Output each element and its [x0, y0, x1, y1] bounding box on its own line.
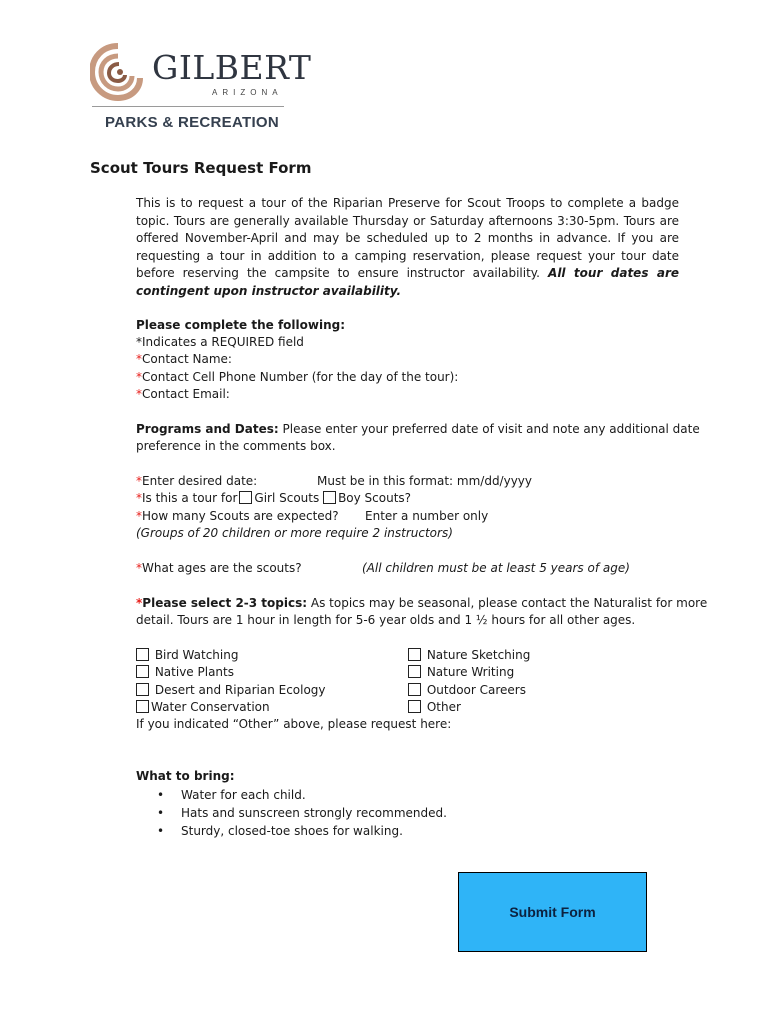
required-asterisk: * — [136, 352, 142, 366]
topic-checkbox[interactable] — [408, 683, 421, 696]
required-asterisk: * — [136, 509, 142, 523]
topic-label: Nature Writing — [426, 665, 515, 679]
brand-name: GILBERT — [152, 48, 312, 87]
contact-name-label: Contact Name: — [142, 352, 232, 366]
list-item: • Hats and sunscreen strongly recommended. — [136, 804, 447, 822]
date-label: Enter desired date: — [142, 474, 258, 488]
required-note: *Indicates a REQUIRED field — [136, 335, 304, 349]
topic-checkbox[interactable] — [136, 665, 149, 678]
topics-text-1: As topics may be seasonal, please contact the Naturalist for more — [310, 596, 708, 610]
topic-label: Nature Sketching — [426, 648, 531, 662]
topic-label: Water Conservation — [151, 700, 270, 714]
topic-checkbox[interactable] — [136, 700, 149, 713]
topics-text-2: detail. Tours are 1 hour in length for 5-6 year olds and 1 ½ hours for all other ages. — [136, 613, 636, 627]
programs-text-1: Please enter your preferred date of visit and note any additional date — [282, 422, 700, 436]
programs-row — [136, 422, 700, 436]
topic-label: Native Plants — [154, 665, 234, 679]
ages-label: What ages are the scouts? — [142, 561, 302, 575]
topic-checkbox[interactable] — [136, 648, 149, 661]
topics-heading: Please select 2-3 topics: — [142, 596, 308, 610]
contact-phone-label: Contact Cell Phone Number (for the day of the tour): — [142, 370, 459, 384]
topic-other[interactable] — [408, 700, 461, 714]
form-title: Scout Tours Request Form — [90, 159, 312, 177]
ages-row[interactable] — [136, 561, 302, 575]
topic-desert-riparian-ecology[interactable] — [136, 683, 326, 697]
date-format-hint: Must be in this format: mm/dd/yyyy — [317, 474, 533, 488]
other-request-label[interactable]: If you indicated “Other” above, please request here: — [136, 717, 452, 731]
date-row[interactable] — [136, 474, 257, 488]
topic-checkbox[interactable] — [136, 683, 149, 696]
bring-heading: What to bring: — [136, 769, 235, 783]
required-asterisk: * — [136, 387, 142, 401]
topic-water-conservation[interactable] — [136, 700, 270, 714]
boy-scouts-checkbox[interactable] — [323, 491, 336, 504]
topic-bird-watching[interactable] — [136, 648, 238, 662]
required-asterisk: * — [136, 370, 142, 384]
intro-emphasis: All tour dates are contingent upon instructor availability. — [136, 266, 679, 298]
programs-heading: Programs and Dates: — [136, 422, 279, 436]
topic-nature-sketching[interactable] — [408, 648, 530, 662]
boy-scouts-label: Boy Scouts? — [338, 491, 412, 505]
girl-scouts-checkbox[interactable] — [239, 491, 252, 504]
topic-outdoor-careers[interactable] — [408, 683, 526, 697]
list-item: • Sturdy, closed-toe shoes for walking. — [136, 822, 447, 840]
scouts-count-label: How many Scouts are expected? — [142, 509, 339, 523]
brand-department: PARKS & RECREATION — [105, 114, 280, 131]
contact-email-label: Contact Email: — [142, 387, 230, 401]
topic-checkbox[interactable] — [408, 665, 421, 678]
topic-nature-writing[interactable] — [408, 665, 514, 679]
contact-email-row[interactable] — [136, 387, 230, 401]
contact-phone-row[interactable] — [136, 370, 458, 384]
required-asterisk: * — [136, 561, 142, 575]
topic-label: Other — [426, 700, 461, 714]
intro-paragraph — [136, 195, 679, 300]
swirl-logo-icon — [90, 42, 146, 102]
submit-form-button[interactable]: Submit Form — [458, 872, 647, 952]
complete-heading: Please complete the following: — [136, 318, 346, 332]
scouts-count-hint: Enter a number only — [365, 509, 489, 523]
required-asterisk: * — [136, 491, 142, 505]
topic-native-plants[interactable] — [136, 665, 234, 679]
topic-checkbox[interactable] — [408, 648, 421, 661]
topic-label: Desert and Riparian Ecology — [154, 683, 326, 697]
list-item: • Water for each child. — [136, 786, 447, 804]
topic-checkbox[interactable] — [408, 700, 421, 713]
girl-scouts-label: Girl Scouts — [254, 491, 320, 505]
tour-for-label: Is this a tour for — [142, 491, 238, 505]
programs-text-2: preference in the comments box. — [136, 439, 336, 453]
gilbert-logo — [90, 42, 312, 134]
required-asterisk: * — [136, 474, 142, 488]
brand-state: ARIZONA — [212, 88, 283, 97]
topics-row — [136, 596, 707, 610]
intro-text: This is to request a tour of the Riparian Preserve for Scout Troops to complete a badge topic. Tours are generally available Thursday or Saturday afternoons 3:30-5pm. Tours are offered November-April and may be scheduled up to 2 months in advance. If you are requesting a tour in addition to a camping reservation, please request your tour date before reserving the campsite to ensure instructor availability. — [136, 196, 679, 280]
topic-label: Outdoor Careers — [426, 683, 526, 697]
scouts-count-row[interactable] — [136, 509, 339, 523]
groups-note: (Groups of 20 children or more require 2 instructors) — [136, 526, 453, 540]
ages-note: (All children must be at least 5 years of age) — [362, 561, 630, 575]
bring-list — [136, 786, 447, 840]
contact-name-row[interactable] — [136, 352, 232, 366]
tour-for-row — [136, 491, 411, 505]
required-asterisk: * — [136, 596, 143, 610]
logo-divider — [92, 106, 284, 107]
topic-label: Bird Watching — [154, 648, 239, 662]
